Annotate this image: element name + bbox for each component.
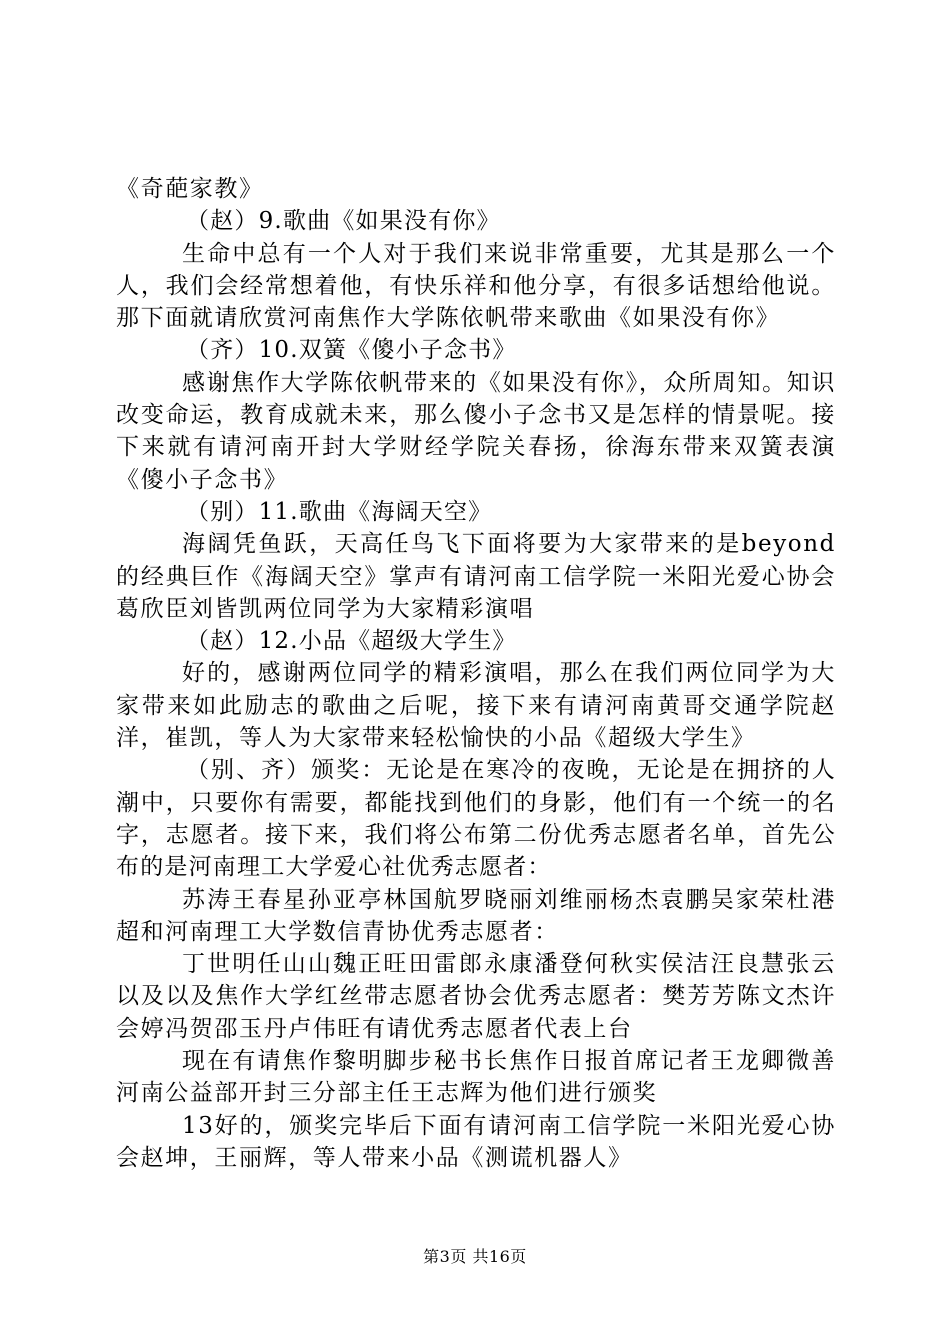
program-item-heading: （齐）10.双簧《傻小子念书》: [186, 337, 517, 364]
volunteer-names-paragraph: 丁世明任山山魏正旺田雷郎永康潘登何秋实侯洁汪良慧张云以及以及焦作大学红丝带志愿者协会优秀志愿者：樊芳芳陈文杰许会婷冯贺邵玉丹卢伟旺有请优秀志愿者代表上台: [116, 951, 836, 1042]
award-presenters-paragraph: 现在有请焦作黎明脚步秘书长焦作日报首席记者王龙卿微善河南公益部开封三分部主任王志辉为他们进行颁奖: [116, 1048, 836, 1107]
program-item-heading: （赵）9.歌曲《如果没有你》: [186, 208, 501, 235]
volunteer-names-paragraph: 苏涛王春星孙亚亭林国航罗晓丽刘维丽杨杰袁鹏吴家荣杜港超和河南理工大学数信青协优秀志愿者：: [116, 886, 836, 945]
document-body: [116, 173, 836, 1174]
page-number-footer: 第3页 共16页: [423, 1247, 527, 1266]
host-script-paragraph: 生命中总有一个人对于我们来说非常重要，尤其是那么一个人，我们会经常想着他，有快乐祥和他分享，有很多话想给他说。那下面就请欣赏河南焦作大学陈依帆带来歌曲《如果没有你》: [116, 240, 836, 332]
host-script-paragraph: 13好的，颁奖完毕后下面有请河南工信学院一米阳光爱心协会赵坤，王丽辉，等人带来小品《测谎机器人》: [116, 1112, 836, 1171]
award-announcement-paragraph: （别、齐）颁奖：无论是在寒冷的夜晚，无论是在拥挤的人潮中，只要你有需要，都能找到他们的身影，他们有一个统一的名字，志愿者。接下来，我们将公布第二份优秀志愿者名单，首先公布的是河南理工大学爱心社优秀志愿者：: [116, 757, 836, 881]
program-continuation: 《奇葩家教》: [116, 176, 264, 202]
host-script-paragraph: 海阔凭鱼跃，天高任鸟飞下面将要为大家带来的是beyond的经典巨作《海阔天空》掌声有请河南工信学院一米阳光爱心协会葛欣臣刘皆凯两位同学为大家精彩演唱: [116, 531, 836, 622]
program-item-heading: （别）11.歌曲《海阔天空》: [186, 498, 493, 525]
host-script-paragraph: 感谢焦作大学陈依帆带来的《如果没有你》，众所周知。知识改变命运，教育成就未来，那么傻小子念书又是怎样的情景呢。接下来就有请河南开封大学财经学院关春扬，徐海东带来双簧表演《傻小子念书》: [116, 369, 836, 493]
program-item-heading: （赵）12.小品《超级大学生》: [186, 628, 517, 655]
host-script-paragraph: 好的，感谢两位同学的精彩演唱，那么在我们两位同学为大家带来如此励志的歌曲之后呢，接下来有请河南黄哥交通学院赵洋，崔凯，等人为大家带来轻松愉快的小品《超级大学生》: [116, 660, 836, 752]
